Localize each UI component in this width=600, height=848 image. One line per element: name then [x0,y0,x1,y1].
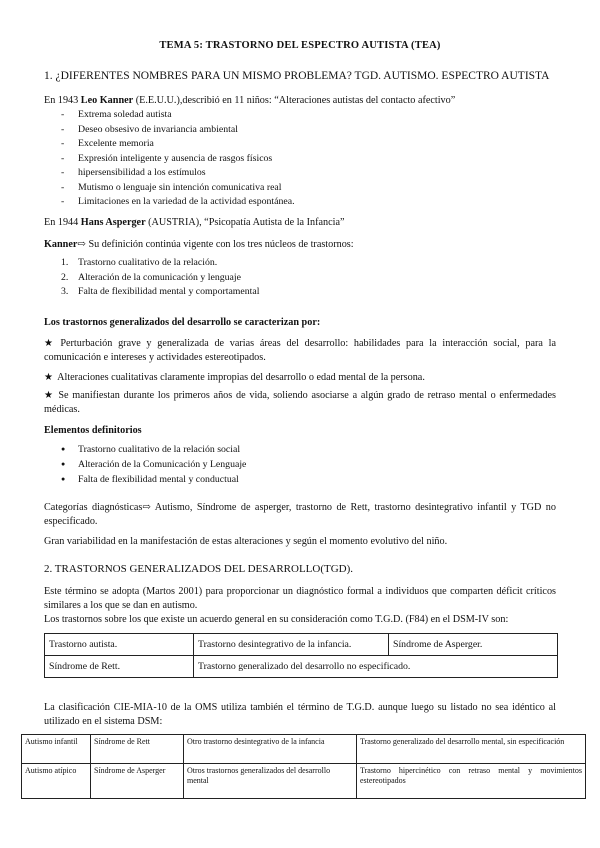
dsm-iv-table [44,633,558,678]
section-2-paragraph-1: Este término se adopta (Martos 2001) para proporcionar un diagnóstico formal a individuos que comparten déficit críticos similares a los que se dan en autismo. [44,586,556,611]
kanner-definition: Kanner⇨ Su definición continúa vigente con los tres núcleos de trastornos: [44,239,354,250]
cie-10-table [21,734,586,799]
list-item: ● Falta de flexibilidad mental y conductual [44,472,246,487]
table-cell: Síndrome de Asperger. [389,634,558,656]
table-row [45,634,558,656]
section-1-heading: 1. ¿DIFERENTES NOMBRES PARA UN MISMO PROBLEMA? TGD. AUTISMO. ESPECTRO AUTISTA [44,70,550,82]
star-icon: ★ [44,390,55,401]
table-cell: Trastorno desintegrativo de la infancia. [194,634,389,656]
list-item: - hipersensibilidad a los estímulos [44,166,295,181]
section-2-paragraph-2: Los trastornos sobre los que existe un acuerdo general en su consideración como T.G.D. (F84) en el DSM-IV son: [44,614,509,625]
table-cell: Síndrome de Rett [91,735,184,764]
list-item: 1. Trastorno cualitativo de la relación. [61,257,218,268]
table-cell: Síndrome de Rett. [45,656,194,678]
diagnostic-categories: Categorías diagnósticas⇨ Autismo, Síndrome de asperger, trastorno de Rett, trastorno desintegrativo infantil y TGD no especificado. [44,502,556,527]
kanner-traits-list [44,108,295,210]
kanner-intro: En 1943 Leo Kanner (E.E.U.U.),describió en 11 niños: “Alteraciones autistas del contacto afectivo” [44,95,456,106]
list-item: ● Alteración de la Comunicación y Lenguaje [44,457,246,472]
table-cell: Trastorno generalizado del desarrollo no especificado. [194,656,558,678]
table-cell: Síndrome de Asperger [91,764,184,799]
nuclei-list [44,256,259,300]
star-icon: ★ [44,338,57,349]
list-item: ● Trastorno cualitativo de la relación social [44,442,246,457]
table-cell: Autismo infantil [22,735,91,764]
table-cell: Trastorno hipercinético con retraso mental y movimientos estereotipados [357,764,586,799]
list-item: 2. Alteración de la comunicación y lenguaje [61,271,241,283]
table-cell: Otros trastornos generalizados del desarrollo mental [184,764,357,799]
table-cell: Otro trastorno desintegrativo de la infancia [184,735,357,764]
star-item-1: ★ Perturbación grave y generalizada de varias áreas del desarrollo: habilidades para la interacción social, para la comunicación e intereses y actividades estereotipados. [44,338,556,363]
list-item: - Deseo obsesivo de invariancia ambiental [44,123,295,138]
table-cell: Autismo atípico [22,764,91,799]
elements-heading: Elementos definitorios [44,425,142,436]
table-row [22,764,586,799]
tgd-characteristics-heading: Los trastornos generalizados del desarrollo se caracterizan por: [44,317,321,328]
asperger-name: Hans Asperger [80,217,146,228]
list-item: - Expresión inteligente y ausencia de rasgos físicos [44,152,295,167]
star-item-3: ★ Se manifiestan durante los primeros años de vida, soliendo asociarse a algún grado de retraso mental o enfermedades médicas. [44,390,557,415]
section-2-paragraph-3: La clasificación CIE-MIA-10 de la OMS utiliza también el término de T.G.D. aunque luego su listado no sea idéntico al utilizado en el sistema DSM: [44,702,556,727]
kanner-name: Leo Kanner [80,95,134,106]
table-cell: Trastorno autista. [45,634,194,656]
list-item: - Limitaciones en la variedad de la actividad espontánea. [44,195,295,210]
table-cell: Trastorno generalizado del desarrollo mental, sin especificación [357,735,586,764]
list-item: - Extrema soledad autista [44,108,295,123]
star-icon: ★ [44,372,54,383]
arrow-icon: ⇨ [77,239,86,250]
table-row [45,656,558,678]
table-row [22,735,586,764]
document-title: TEMA 5: TRASTORNO DEL ESPECTRO AUTISTA (TEA) [159,40,441,51]
section-2-heading: 2. TRASTORNOS GENERALIZADOS DEL DESARROLLO(TGD). [44,563,354,575]
elements-list [44,442,246,487]
list-item: - Excelente memoria [44,137,295,152]
variability-note: Gran variabilidad en la manifestación de estas alteraciones y según el momento evolutivo del niño. [44,536,448,547]
list-item: 3. Falta de flexibilidad mental y comportamental [61,286,260,297]
asperger-intro: En 1944 Hans Asperger (AUSTRIA), “Psicopatía Autista de la Infancia” [44,217,345,228]
list-item: - Mutismo o lenguaje sin intención comunicativa real [44,181,295,196]
star-item-2: ★ Alteraciones cualitativas claramente impropias del desarrollo o edad mental de la persona. [44,372,425,383]
